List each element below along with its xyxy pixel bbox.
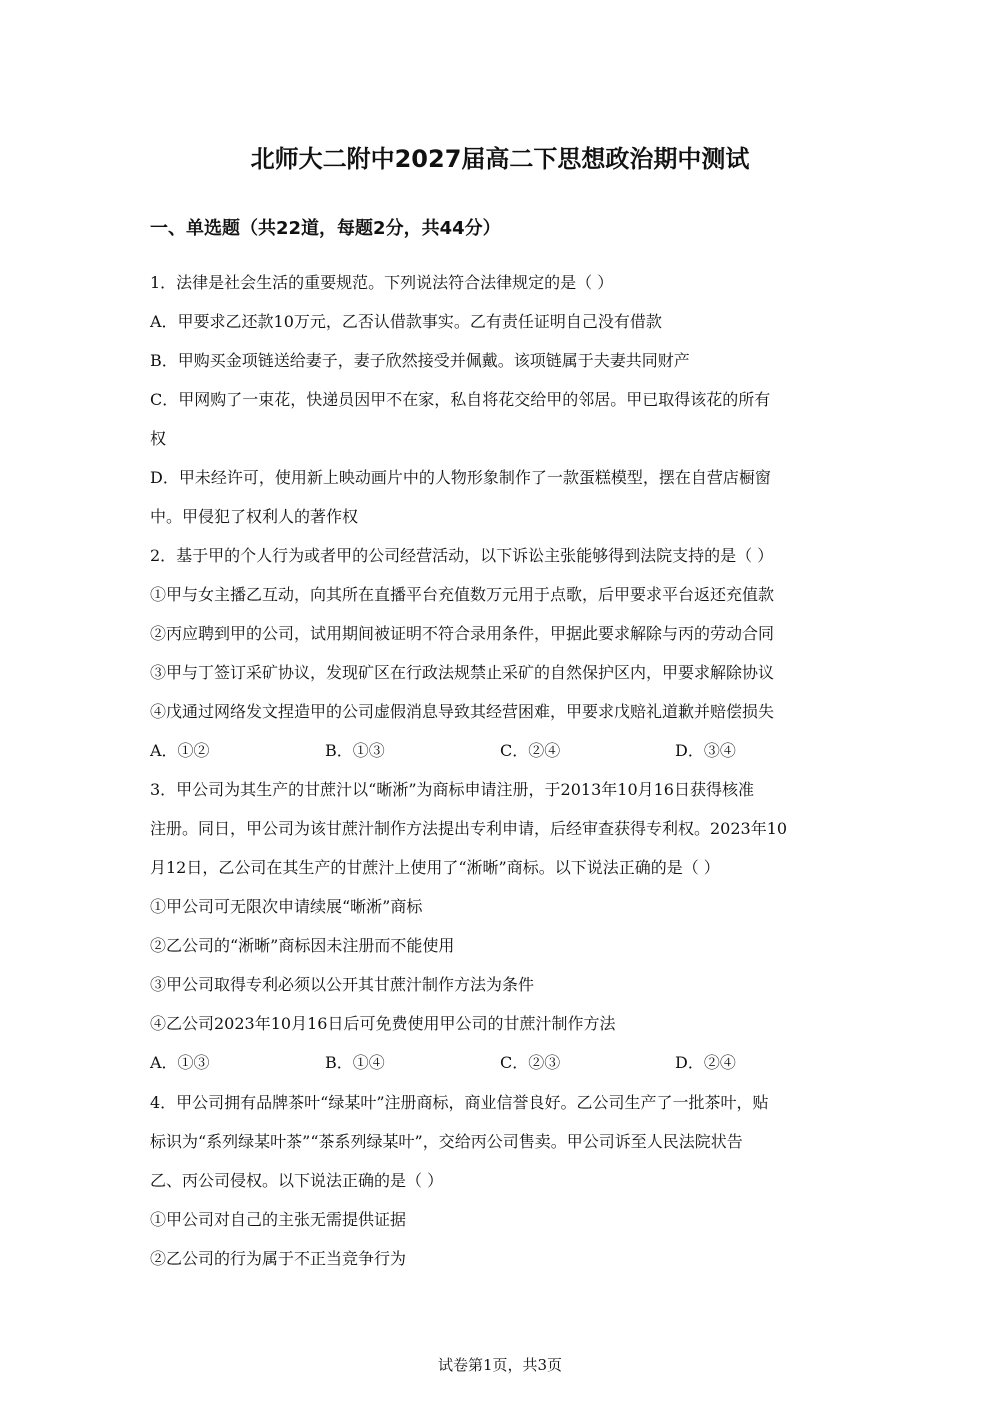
question-1-stem: 1．法律是社会生活的重要规范。下列说法符合法律规定的是（ ） — [150, 273, 614, 292]
page-footer: 试卷第1页，共3页 — [437, 1356, 563, 1374]
question-2-option-a: A．①② — [150, 741, 210, 760]
question-2-option-c: C．②④ — [500, 741, 561, 760]
question-4-statement-1: ①甲公司对自己的主张无需提供证据 — [150, 1210, 407, 1229]
question-1-option-b: B．甲购买金项链送给妻子，妻子欣然接受并佩戴。该项链属于夫妻共同财产 — [150, 351, 690, 370]
question-2-statement-3: ③甲与丁签订采矿协议，发现矿区在行政法规禁止采矿的自然保护区内，甲要求解除协议 — [150, 663, 775, 682]
question-4-stem: 4．甲公司拥有品牌茶叶“绿某叶”注册商标，商业信誉良好。乙公司生产了一批茶叶，贴 — [150, 1093, 769, 1112]
question-2-statement-4: ④戊通过网络发文捏造甲的公司虚假消息导致其经营困难，甲要求戊赔礼道歉并赔偿损失 — [150, 702, 775, 721]
question-2-statement-1: ①甲与女主播乙互动，向其所在直播平台充值数万元用于点歌，后甲要求平台返还充值款 — [150, 585, 775, 604]
question-3-statement-2: ②乙公司的“淅晰”商标因未注册而不能使用 — [150, 936, 455, 955]
question-3-option-d: D．②④ — [675, 1053, 736, 1072]
page-title: 北师大二附中2027届高二下思想政治期中测试 — [250, 145, 750, 173]
question-1-option-d-cont: 中。甲侵犯了权利人的著作权 — [150, 507, 359, 526]
question-2-stem: 2．基于甲的个人行为或者甲的公司经营活动，以下诉讼主张能够得到法院支持的是（ ） — [150, 546, 774, 565]
question-3-option-a: A．①③ — [150, 1053, 210, 1072]
question-4-stem-cont-1: 标识为“系列绿某叶茶”“茶系列绿某叶”，交给丙公司售卖。甲公司诉至人民法院状告 — [150, 1132, 743, 1151]
section-heading: 一、单选题（共22道，每题2分，共44分） — [150, 218, 501, 239]
question-3-statement-4: ④乙公司2023年10月16日后可免费使用甲公司的甘蔗汁制作方法 — [150, 1014, 616, 1033]
question-3-statement-3: ③甲公司取得专利必须以公开其甘蔗汁制作方法为条件 — [150, 975, 535, 994]
question-4-stem-cont-2: 乙、丙公司侵权。以下说法正确的是（ ） — [150, 1171, 444, 1190]
question-1-option-c-cont: 权 — [150, 429, 167, 448]
question-2-options — [150, 738, 860, 764]
question-1-option-a: A．甲要求乙还款10万元，乙否认借款事实。乙有责任证明自己没有借款 — [150, 312, 662, 331]
question-3-statement-1: ①甲公司可无限次申请续展“晰淅”商标 — [150, 897, 423, 916]
question-1-option-c: C．甲网购了一束花，快递员因甲不在家，私自将花交给甲的邻居。甲已取得该花的所有 — [150, 390, 771, 409]
question-2-option-d: D．③④ — [675, 741, 736, 760]
question-3-stem-cont-1: 注册。同日，甲公司为该甘蔗汁制作方法提出专利申请，后经审查获得专利权。2023年10 — [150, 819, 788, 838]
question-3-stem: 3．甲公司为其生产的甘蔗汁以“晰淅”为商标申请注册，于2013年10月16日获得核准 — [150, 780, 754, 799]
question-3-option-b: B．①④ — [325, 1053, 385, 1072]
question-3-stem-cont-2: 月12日，乙公司在其生产的甘蔗汁上使用了“淅晰”商标。以下说法正确的是（ ） — [150, 858, 720, 877]
question-2-option-b: B．①③ — [325, 741, 385, 760]
question-3-option-c: C．②③ — [500, 1053, 561, 1072]
question-4-statement-2: ②乙公司的行为属于不正当竞争行为 — [150, 1249, 407, 1268]
question-2-statement-2: ②丙应聘到甲的公司，试用期间被证明不符合录用条件，甲据此要求解除与丙的劳动合同 — [150, 624, 775, 643]
question-1-option-d: D．甲未经许可，使用新上映动画片中的人物形象制作了一款蛋糕模型，摆在自营店橱窗 — [150, 468, 771, 487]
question-3-options — [150, 1050, 860, 1076]
